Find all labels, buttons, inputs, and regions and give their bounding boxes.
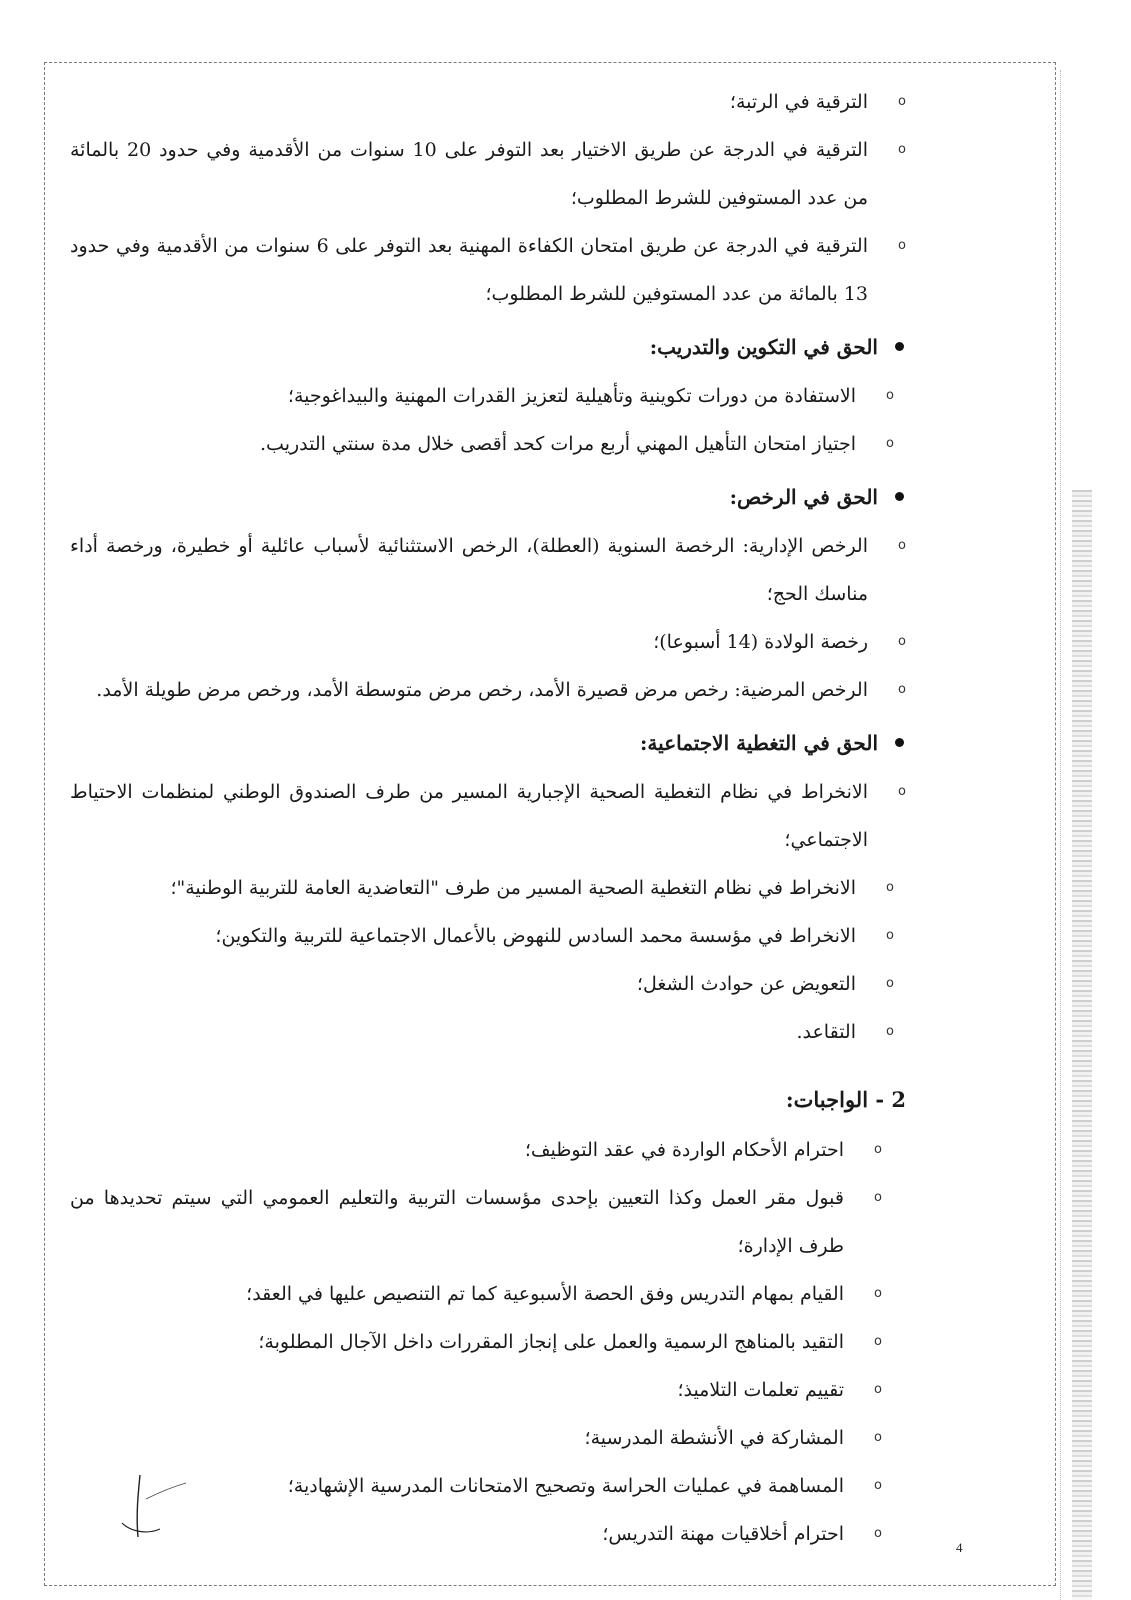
list-item: o اجتياز امتحان التأهيل المهني أربع مرات كحد أقصى خلال مدة سنتي التدريب. <box>70 420 894 468</box>
document-body <box>70 78 906 1558</box>
page-number: 4 <box>956 1540 963 1555</box>
list-item: o الانخراط في نظام التغطية الصحية الإجبارية المسير من طرف الصندوق الوطني لمنظمات الاحتياط الاجتماعي؛ <box>70 768 906 864</box>
hollow-bullet-icon: o <box>874 1334 882 1349</box>
hollow-bullet-icon: o <box>874 1190 882 1205</box>
list-item: o رخصة الولادة (14 أسبوعا)؛ <box>70 618 906 666</box>
list-item: o الترقية في الدرجة عن طريق امتحان الكفاءة المهنية بعد التوفر على 6 سنوات من الأقدمية وفي حدود 13 بالمائة من عدد المستوفين للشرط المطلوب؛ <box>70 222 906 318</box>
filled-bullet-icon <box>895 492 904 501</box>
list-item: o المشاركة في الأنشطة المدرسية؛ <box>70 1414 882 1462</box>
hollow-bullet-icon: o <box>898 784 906 799</box>
hollow-bullet-icon: o <box>898 142 906 157</box>
hollow-bullet-icon: o <box>874 1526 882 1541</box>
hollow-bullet-icon: o <box>886 928 894 943</box>
hollow-bullet-icon: o <box>874 1286 882 1301</box>
hollow-bullet-icon: o <box>898 634 906 649</box>
section-heading-leave: الحق في الرخص: <box>70 472 906 522</box>
list-item: o الرخص المرضية: رخص مرض قصيرة الأمد، رخص مرض متوسطة الأمد، ورخص مرض طويلة الأمد. <box>70 666 906 714</box>
hollow-bullet-icon: o <box>874 1430 882 1445</box>
hollow-bullet-icon: o <box>886 436 894 451</box>
list-item: o الاستفادة من دورات تكوينية وتأهيلية لتعزيز القدرات المهنية والبيداغوجية؛ <box>70 372 894 420</box>
hollow-bullet-icon: o <box>898 238 906 253</box>
list-item: o احترام أخلاقيات مهنة التدريس؛ <box>70 1510 882 1558</box>
duties-title: 2 - الواجبات: <box>785 1087 906 1112</box>
list-item: o المساهمة في عمليات الحراسة وتصحيح الامتحانات المدرسية الإشهادية؛ <box>70 1462 882 1510</box>
list-item: o الترقية في الدرجة عن طريق الاختيار بعد التوفر على 10 سنوات من الأقدمية وفي حدود 20 بالمائة من عدد المستوفين للشرط المطلوب؛ <box>70 126 906 222</box>
hollow-bullet-icon: o <box>886 880 894 895</box>
hollow-bullet-icon: o <box>874 1142 882 1157</box>
section-heading-training: الحق في التكوين والتدريب: <box>70 322 906 372</box>
hollow-bullet-icon: o <box>886 976 894 991</box>
hollow-bullet-icon: o <box>898 94 906 109</box>
hollow-bullet-icon: o <box>898 682 906 697</box>
filled-bullet-icon <box>895 738 904 747</box>
section-heading-social: الحق في التغطية الاجتماعية: <box>70 718 906 768</box>
list-item: o التقاعد. <box>70 1008 894 1056</box>
scan-edge-noise <box>1072 490 1092 1600</box>
hollow-bullet-icon: o <box>874 1478 882 1493</box>
list-item: o التقيد بالمناهج الرسمية والعمل على إنجاز المقررات داخل الآجال المطلوبة؛ <box>70 1318 882 1366</box>
scan-edge-line <box>1060 70 1061 1600</box>
list-item: o القيام بمهام التدريس وفق الحصة الأسبوعية كما تم التنصيص عليها في العقد؛ <box>70 1270 882 1318</box>
handwritten-signature <box>100 1465 190 1545</box>
list-item: o الانخراط في مؤسسة محمد السادس للنهوض بالأعمال الاجتماعية للتربية والتكوين؛ <box>70 912 894 960</box>
list-item: o احترام الأحكام الواردة في عقد التوظيف؛ <box>70 1126 882 1174</box>
list-item: o الرخص الإدارية: الرخصة السنوية (العطلة)، الرخص الاستثنائية لأسباب عائلية أو خطيرة، ورخصة أداء مناسك الحج؛ <box>70 522 906 618</box>
hollow-bullet-icon: o <box>886 1024 894 1039</box>
list-item: o الانخراط في نظام التغطية الصحية المسير من طرف "التعاضدية العامة للتربية الوطنية"؛ <box>70 864 894 912</box>
hollow-bullet-icon: o <box>874 1382 882 1397</box>
list-item: o تقييم تعلمات التلاميذ؛ <box>70 1366 882 1414</box>
list-item: o الترقية في الرتبة؛ <box>70 78 906 126</box>
list-item: o التعويض عن حوادث الشغل؛ <box>70 960 894 1008</box>
list-item: o قبول مقر العمل وكذا التعيين بإحدى مؤسسات التربية والتعليم العمومي التي سيتم تحديدها من طرف الإدارة؛ <box>70 1174 882 1270</box>
filled-bullet-icon <box>895 342 904 351</box>
hollow-bullet-icon: o <box>898 538 906 553</box>
hollow-bullet-icon: o <box>886 388 894 403</box>
